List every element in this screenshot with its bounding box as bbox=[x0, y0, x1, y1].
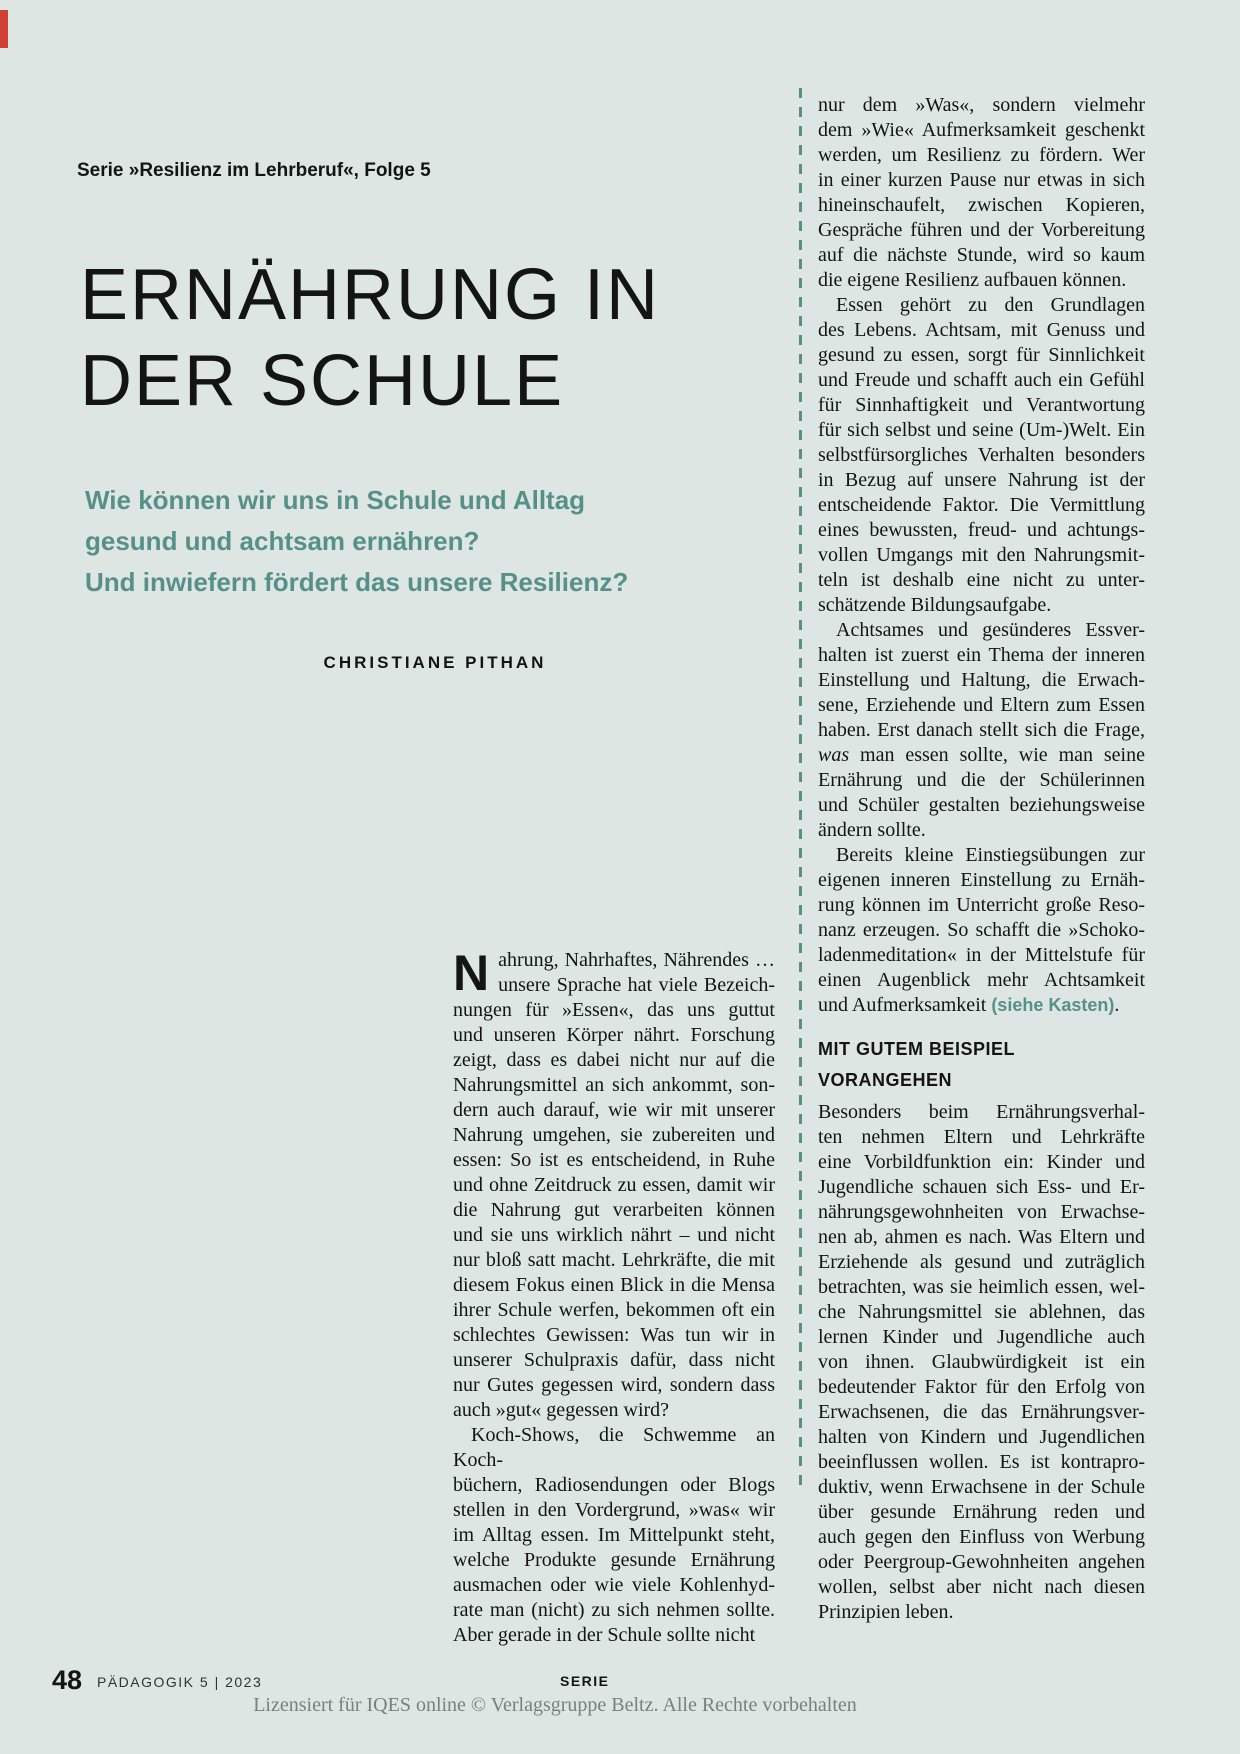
text-line: nungen für »Essen«, das uns guttut bbox=[453, 999, 775, 1021]
text-line: zeigt, dass es dabei nicht nur auf die bbox=[453, 1049, 775, 1071]
drop-cap: N bbox=[453, 945, 490, 1001]
text-line: nur Gutes gegessen wird, sondern dass bbox=[453, 1374, 775, 1396]
text-line: was man essen sollte, wie man seine bbox=[818, 744, 1145, 766]
text-line: und Schüler gestalten beziehungsweise bbox=[818, 794, 1145, 816]
text-line: beeinflussen wollen. Es ist kontrapro- bbox=[818, 1451, 1145, 1473]
text-line: und Freude und schafft auch ein Gefühl bbox=[818, 369, 1145, 391]
text-line: duktiv, wenn Erwachsene in der Schule bbox=[818, 1476, 1145, 1498]
text-line: eine Vorbildfunktion ein: Kinder und bbox=[818, 1151, 1145, 1173]
text-line: gesund zu essen, sorgt für Sinnlichkeit bbox=[818, 344, 1145, 366]
text-line: ausmachen oder wie viele Kohlenhyd- bbox=[453, 1574, 775, 1596]
teaser-line-3: Und inwiefern fördert das unsere Resilienz? bbox=[85, 567, 629, 597]
text-line: Nahrung umgehen, sie zubereiten und bbox=[453, 1124, 775, 1146]
section-heading-line: VORANGEHEN bbox=[818, 1070, 953, 1090]
text-line: einen Augenblick mehr Achtsamkeit bbox=[818, 969, 1145, 991]
text-line: auch »gut« gegessen wird? bbox=[453, 1399, 670, 1421]
text-line: halten ist zuerst ein Thema der inneren bbox=[818, 644, 1145, 666]
text-line: dem »Wie« Aufmerksamkeit geschenkt bbox=[818, 119, 1145, 141]
text-line: Erziehende als gesund und zuträglich bbox=[818, 1251, 1145, 1273]
text-line: rung können im Unterricht große Reso- bbox=[818, 894, 1145, 916]
text-line: Aber gerade in der Schule sollte nicht bbox=[453, 1624, 756, 1646]
teaser-line-1: Wie können wir uns in Schule und Alltag bbox=[85, 485, 586, 515]
text-line: bedeutender Faktor für den Erfolg von bbox=[818, 1376, 1145, 1398]
page-title-line-2: DER SCHULE bbox=[80, 341, 565, 421]
text-line: essen: So ist es entscheidend, in Ruhe bbox=[453, 1149, 775, 1171]
text-line: stellen in den Vordergrund, »was« wir bbox=[453, 1499, 775, 1521]
text-line: eines bewussten, freud- und achtungs- bbox=[818, 519, 1145, 541]
text-line: vollen Umgangs mit den Nahrungsmit- bbox=[818, 544, 1145, 566]
text-line: über gesunde Ernährung reden und bbox=[818, 1501, 1145, 1523]
paragraph bbox=[818, 293, 1145, 618]
text-line: Jugendliche schauen sich Ess- und Er- bbox=[818, 1176, 1145, 1198]
text-line: auf die nächste Stunde, wird so kaum bbox=[818, 244, 1145, 266]
text-line: diesem Fokus einen Blick in die Mensa bbox=[453, 1274, 775, 1296]
text-line: unserer Schulpraxis dafür, dass nicht bbox=[453, 1349, 775, 1371]
text-line: die Nahrung gut verarbeiten können bbox=[453, 1199, 775, 1221]
text-line: betrachten, was sie heimlich essen, wel- bbox=[818, 1276, 1145, 1298]
text-line: rate man (nicht) zu sich nehmen sollte. bbox=[453, 1599, 775, 1621]
text-line: nanz erzeugen. So schafft die »Schoko- bbox=[818, 919, 1145, 941]
text-line: Ernährung und die der Schülerinnen bbox=[818, 769, 1145, 791]
column-divider-dashed-rule bbox=[799, 88, 802, 1490]
text-line: Gespräche führen und der Vorbereitung bbox=[818, 219, 1145, 241]
body-column-left bbox=[453, 945, 775, 1648]
text-line: nährungsgewohnheiten von Erwachse- bbox=[818, 1201, 1145, 1223]
text-line: Nahrungsmittel an sich ankommt, son- bbox=[453, 1074, 775, 1096]
journal-name: PÄDAGOGIK 5 | 2023 bbox=[97, 1674, 263, 1690]
text-line: auch gegen den Einfluss von Werbung bbox=[818, 1526, 1145, 1548]
text-line: Koch-Shows, die Schwemme an Koch- bbox=[453, 1424, 775, 1471]
text-line: schlechtes Gewissen: Was tun wir in bbox=[453, 1324, 775, 1346]
text-line: in einer kurzen Pause nur etwas in sich bbox=[818, 169, 1145, 191]
paragraph bbox=[453, 945, 775, 1423]
text-line: wollen, selbst aber nicht nach diesen bbox=[818, 1576, 1145, 1598]
text-line: unsere Sprache hat viele Bezeich- bbox=[498, 974, 775, 996]
text-line: Bereits kleine Einstiegsübungen zur bbox=[836, 844, 1145, 866]
text-line: des Lebens. Achtsam, mit Genuss und bbox=[818, 319, 1145, 341]
text-line: teln ist deshalb eine nicht zu unter- bbox=[818, 569, 1145, 591]
text-line: und Aufmerksamkeit (siehe Kasten). bbox=[818, 994, 1120, 1016]
paragraph bbox=[818, 1100, 1145, 1625]
text-line: nur bloß satt macht. Lehrkräfte, die mit bbox=[453, 1249, 775, 1271]
text-line: Besonders beim Ernährungsverhal- bbox=[818, 1101, 1145, 1123]
text-line: Essen gehört zu den Grundlagen bbox=[836, 294, 1145, 316]
text-line: Erwachsenen, die das Ernährungsver- bbox=[818, 1401, 1145, 1423]
text-line: welche Produkte gesunde Ernährung bbox=[453, 1549, 775, 1571]
text-line: Achtsames und gesünderes Essver- bbox=[836, 619, 1145, 641]
license-notice: Lizensiert für IQES online © Verlagsgruppe Beltz. Alle Rechte vorbehalten bbox=[253, 1694, 857, 1716]
text-line: für Sinnhaftigkeit und Verantwortung bbox=[818, 394, 1145, 416]
text-line: in Bezug auf unsere Nahrung ist der bbox=[818, 469, 1145, 491]
text-line: die eigene Resilienz aufbauen können. bbox=[818, 269, 1127, 291]
footer-section-label: SERIE bbox=[560, 1673, 610, 1689]
text-line: nur dem »Was«, sondern vielmehr bbox=[818, 94, 1145, 116]
text-line: haben. Erst danach stellt sich die Frage, bbox=[818, 719, 1145, 741]
paragraph bbox=[818, 618, 1145, 843]
text-line: entscheidende Faktor. Die Vermittlung bbox=[818, 494, 1145, 516]
teaser-question bbox=[85, 480, 628, 603]
paragraph bbox=[818, 93, 1145, 293]
text-line: ahrung, Nahrhaftes, Nährendes … bbox=[498, 949, 775, 971]
text-line: und ohne Zeitdruck zu essen, damit wir bbox=[453, 1174, 775, 1196]
page-title bbox=[80, 252, 660, 424]
text-line: nen ab, ahmen es nach. Was Eltern und bbox=[818, 1226, 1145, 1248]
section-heading-line: MIT GUTEM BEISPIEL bbox=[818, 1039, 1016, 1059]
body-column-right bbox=[818, 93, 1145, 1625]
text-line: im Alltag essen. Im Mittelpunkt steht, bbox=[453, 1524, 775, 1546]
text-line: selbstfürsorgliches Verhalten besonders bbox=[818, 444, 1145, 466]
text-line: und sie uns wirklich nährt – und nicht bbox=[453, 1224, 775, 1246]
text-line: Einstellung und Haltung, die Erwach- bbox=[818, 669, 1145, 691]
page-number: 48 bbox=[52, 1665, 83, 1695]
paragraph bbox=[453, 1423, 775, 1648]
text-line: und unseren Körper nährt. Forschung bbox=[453, 1024, 775, 1046]
paragraph bbox=[818, 843, 1145, 1018]
text-line: büchern, Radiosendungen oder Blogs bbox=[453, 1474, 775, 1496]
text-line: Prinzipien leben. bbox=[818, 1601, 954, 1623]
page-title-line-1: ERNÄHRUNG IN bbox=[80, 255, 661, 335]
text-line: ihrer Schule werfen, bekommen oft ein bbox=[453, 1299, 775, 1321]
author-byline: CHRISTIANE PITHAN bbox=[323, 653, 547, 672]
text-line: für sich selbst und seine (Um-)Welt. Ein bbox=[818, 419, 1145, 441]
section-heading bbox=[818, 1034, 1145, 1096]
text-line: eigenen inneren Einstellung zu Ernäh- bbox=[818, 869, 1145, 891]
text-line: ladenmeditation« in der Mittelstufe für bbox=[818, 944, 1145, 966]
text-line: ändern sollte. bbox=[818, 819, 926, 841]
series-color-mark bbox=[0, 10, 8, 48]
text-line: che Nahrungsmittel sie ablehnen, das bbox=[818, 1301, 1145, 1323]
cross-reference: (siehe Kasten) bbox=[991, 995, 1115, 1015]
text-line: hineinschaufelt, zwischen Kopieren, bbox=[818, 194, 1145, 216]
text-line: oder Peergroup-Gewohnheiten angehen bbox=[818, 1551, 1145, 1573]
text-line: halten von Kindern und Jugendlichen bbox=[818, 1426, 1145, 1448]
text-line: dern auch darauf, wie wir mit unserer bbox=[453, 1099, 775, 1121]
text-line: von ihnen. Glaubwürdigkeit ist ein bbox=[818, 1351, 1145, 1373]
text-line: ten nehmen Eltern und Lehrkräfte bbox=[818, 1126, 1145, 1148]
text-line: schätzende Bildungsaufgabe. bbox=[818, 594, 1052, 616]
series-label: Serie »Resilienz im Lehrberuf«, Folge 5 bbox=[77, 160, 431, 181]
text-line: sene, Erziehende und Eltern zum Essen bbox=[818, 694, 1145, 716]
text-line: lernen Kinder und Jugendliche auch bbox=[818, 1326, 1145, 1348]
teaser-line-2: gesund und achtsam ernähren? bbox=[85, 526, 480, 556]
text-line: werden, um Resilienz zu fördern. Wer bbox=[818, 144, 1145, 166]
